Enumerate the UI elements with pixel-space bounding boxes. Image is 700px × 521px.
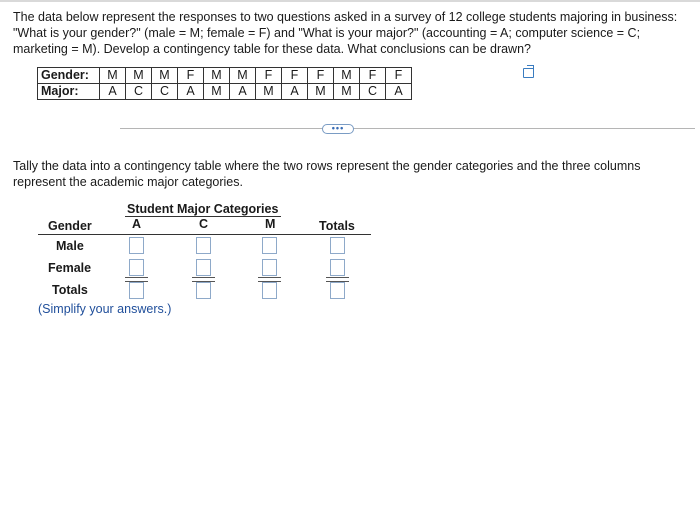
major-cell: M [334, 84, 360, 100]
totals-a-input[interactable] [129, 282, 144, 299]
totals-header: Totals [319, 219, 355, 233]
major-row-label: Major: [38, 84, 100, 100]
male-a-input[interactable] [129, 237, 144, 254]
simplify-note: (Simplify your answers.) [38, 302, 172, 316]
problem-statement: The data below represent the responses to two questions asked in a survey of 12 college students majoring in business: "What is your gender?" (male = M; female = F) and "What is your major?" (accounting = A; computer science = C; marketing = M). Develop a contingency table for these data. What conclusions can be drawn? [13, 10, 678, 56]
major-cell: M [256, 84, 282, 100]
gender-cell: F [256, 68, 282, 84]
major-cell: C [152, 84, 178, 100]
major-cell: A [230, 84, 256, 100]
male-m-input[interactable] [262, 237, 277, 254]
totals-c-input[interactable] [196, 282, 211, 299]
major-row [38, 84, 412, 100]
gender-cell: F [360, 68, 386, 84]
female-total-input[interactable] [330, 259, 345, 276]
major-cell: A [178, 84, 204, 100]
female-c-input[interactable] [196, 259, 211, 276]
gender-cell: M [152, 68, 178, 84]
female-a-input[interactable] [129, 259, 144, 276]
major-cell: M [204, 84, 230, 100]
gender-cell: F [282, 68, 308, 84]
row-label-male: Male [56, 239, 84, 253]
gender-cell: M [100, 68, 126, 84]
major-cell: A [100, 84, 126, 100]
instructions: Tally the data into a contingency table where the two rows represent the gender categories and the three columns represent the academic major categories. [13, 159, 641, 189]
major-cell: A [386, 84, 412, 100]
column-header-m: M [265, 217, 276, 231]
major-cell: A [282, 84, 308, 100]
gender-cell: M [334, 68, 360, 84]
major-cell: M [308, 84, 334, 100]
gender-cell: F [178, 68, 204, 84]
male-total-input[interactable] [330, 237, 345, 254]
gender-cell: M [230, 68, 256, 84]
gender-cell: F [386, 68, 412, 84]
totals-m-input[interactable] [262, 282, 277, 299]
grand-total-input[interactable] [330, 282, 345, 299]
gender-cell: F [308, 68, 334, 84]
major-cell: C [126, 84, 152, 100]
major-categories-caption: Student Major Categories [127, 202, 279, 216]
row-label-totals: Totals [52, 283, 88, 297]
male-c-input[interactable] [196, 237, 211, 254]
survey-data-table [37, 67, 412, 100]
column-header-a: A [132, 217, 142, 231]
section-divider [120, 128, 695, 129]
gender-header: Gender [48, 219, 92, 233]
copy-icon[interactable] [523, 68, 534, 78]
female-m-input[interactable] [262, 259, 277, 276]
gender-row-label: Gender: [38, 68, 100, 84]
column-header-c: C [199, 217, 209, 231]
gender-cell: M [126, 68, 152, 84]
gender-row [38, 68, 412, 84]
header-underline [38, 234, 371, 235]
expand-more-button[interactable]: ••• [322, 124, 354, 134]
top-border [0, 0, 700, 2]
gender-cell: M [204, 68, 230, 84]
row-label-female: Female [48, 261, 92, 275]
major-cell: C [360, 84, 386, 100]
